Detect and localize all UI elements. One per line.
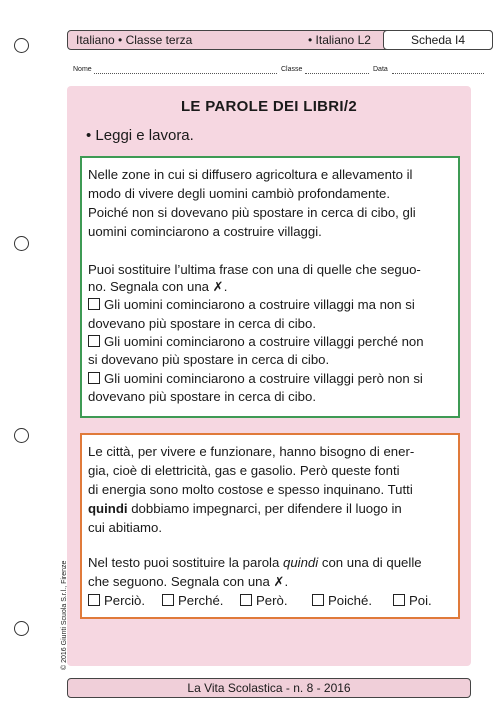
word-option-5[interactable] — [393, 591, 432, 610]
text-line: di energia sono molto costose e spesso inquinano. Tutti — [88, 482, 413, 497]
prompt-b: con una di quelle — [318, 555, 422, 570]
word-3: Però. — [256, 593, 288, 608]
instruction: • Leggi e lavora. — [86, 127, 194, 144]
text-line: Nelle zone in cui si diffusero agricoltura e allevamento il — [88, 167, 413, 182]
option-3[interactable] — [88, 369, 423, 388]
text-line — [88, 499, 402, 518]
date-field[interactable] — [392, 73, 484, 74]
checkbox-word-4[interactable] — [312, 594, 324, 606]
text-line-rest: dobbiamo impegnarci, per difendere il luogo in — [127, 501, 402, 516]
text-line: Le città, per vivere e funzionare, hanno bisogno di ener- — [88, 444, 415, 459]
word-option-3[interactable] — [240, 591, 288, 610]
option-1-line1: Gli uomini cominciarono a costruire villaggi ma non si — [104, 297, 415, 312]
checkbox-option-3[interactable] — [88, 372, 100, 384]
checkbox-word-5[interactable] — [393, 594, 405, 606]
class-label: Classe — [281, 66, 303, 73]
binder-hole-2 — [14, 236, 29, 251]
option-3-line1: Gli uomini cominciarono a costruire villaggi però non si — [104, 371, 423, 386]
option-3-cont: dovevano più spostare in cerca di cibo. — [88, 389, 316, 404]
word-option-1[interactable] — [88, 591, 145, 610]
option-2[interactable] — [88, 332, 424, 351]
text-line: modo di vivere degli uomini cambiò profondamente. — [88, 186, 391, 201]
text-line: Poiché non si dovevano più spostare in cerca di cibo, gli — [88, 205, 416, 220]
checkbox-word-1[interactable] — [88, 594, 100, 606]
checkbox-option-1[interactable] — [88, 298, 100, 310]
option-1-cont: dovevano più spostare in cerca di cibo. — [88, 316, 316, 331]
prompt-a: Nel testo puoi sostituire la parola — [88, 555, 283, 570]
checkbox-word-3[interactable] — [240, 594, 252, 606]
subject-label: Italiano • Classe terza — [76, 33, 193, 47]
name-field[interactable] — [94, 73, 277, 74]
page-title: LE PAROLE DEI LIBRI/2 — [180, 98, 358, 115]
word-1: Perciò. — [104, 593, 146, 608]
bold-word: quindi — [88, 501, 128, 516]
option-2-cont: si dovevano più spostare in cerca di cibo. — [88, 352, 330, 367]
word-2: Perché. — [178, 593, 224, 608]
option-2-line1: Gli uomini cominciarono a costruire villaggi perché non — [104, 334, 424, 349]
word-4: Poiché. — [328, 593, 372, 608]
text-line: gia, cioè di elettricità, gas e gasolio. Però queste fonti — [88, 463, 400, 478]
word-5: Poi. — [409, 593, 432, 608]
prompt-line — [88, 553, 422, 572]
text-line: cui abitiamo. — [88, 520, 163, 535]
date-label: Data — [373, 66, 388, 73]
name-label: Nome — [73, 66, 92, 73]
checkbox-word-2[interactable] — [162, 594, 174, 606]
copyright-note: © 2016 Giunti Scuola S.r.l., Firenze — [61, 560, 68, 670]
prompt-italic: quindi — [283, 555, 319, 570]
prompt-line: Puoi sostituire l’ultima frase con una di quelle che seguo- — [88, 262, 421, 277]
word-option-2[interactable] — [162, 591, 223, 610]
option-1[interactable] — [88, 295, 415, 314]
sheet-label: Scheda I4 — [383, 30, 493, 50]
word-option-4[interactable] — [312, 591, 372, 610]
prompt-line: che seguono. Segnala con una ✗. — [88, 574, 289, 589]
level-label: • Italiano L2 — [308, 33, 371, 47]
class-field[interactable] — [305, 73, 369, 74]
binder-hole-3 — [14, 428, 29, 443]
prompt-line: no. Segnala con una ✗. — [88, 279, 228, 294]
binder-hole-1 — [14, 38, 29, 53]
binder-hole-4 — [14, 621, 29, 636]
footer-bar: La Vita Scolastica - n. 8 - 2016 — [67, 678, 471, 698]
checkbox-option-2[interactable] — [88, 335, 100, 347]
text-line: uomini cominciarono a costruire villaggi. — [88, 224, 322, 239]
